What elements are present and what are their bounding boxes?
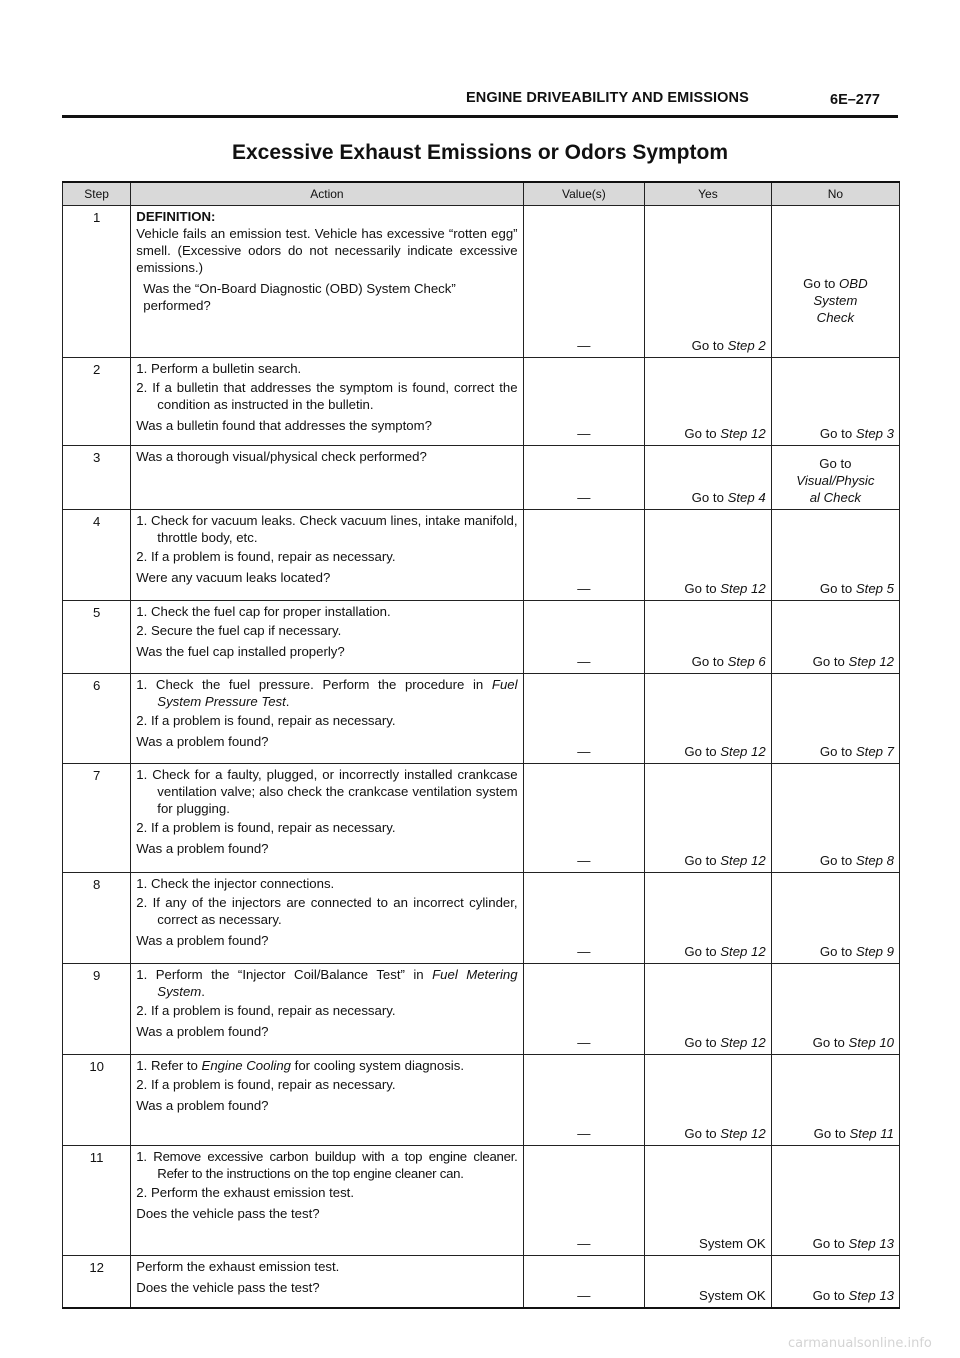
col-no-header: No	[771, 182, 899, 206]
table-row: 10 1. Refer to Engine Cooling for cooling system diagnosis. 2. If a problem is found, repair as necessary. Was a problem found? — Go to Step 12 Go to Step 11	[63, 1055, 900, 1146]
reference-link[interactable]: Fuel System Pressure Test	[157, 677, 518, 709]
question-text: Was a problem found?	[136, 734, 269, 749]
question-text: Does the vehicle pass the test?	[136, 1206, 320, 1221]
step-link[interactable]: Step 6	[727, 654, 766, 669]
question-text: Was a problem found?	[136, 1098, 269, 1113]
obd-check-link[interactable]: OBD	[839, 275, 868, 291]
step-link[interactable]: Step 12	[720, 853, 766, 868]
visual-check-link[interactable]: Visual/Physic	[796, 473, 875, 488]
question-text: Does the vehicle pass the test?	[136, 1280, 320, 1295]
question-text: Were any vacuum leaks located?	[136, 570, 331, 585]
question-text: Was a problem found?	[136, 841, 269, 856]
reference-link[interactable]: Engine Cooling	[201, 1058, 291, 1073]
system-ok-cell: System OK	[645, 1256, 772, 1308]
action-cell	[131, 206, 523, 358]
step-link[interactable]: Step 12	[720, 944, 766, 959]
yes-cell: Go to Step 2	[645, 206, 772, 358]
question-text: Was a problem found?	[136, 1024, 269, 1039]
table-row: 8 1. Check the injector connections. 2. If any of the injectors are connected to an incorrect cylinder, correct as necessary. Was a problem found? — Go to Step 12 Go to Step 9	[63, 873, 900, 964]
table-row: 4 1. Check for vacuum leaks. Check vacuum lines, intake manifold, throttle body, etc. 2. If a problem is found, repair as necessary. Were any vacuum leaks located? — Go to Step 12 Go to Step 5	[63, 510, 900, 601]
definition-label: DEFINITION:	[136, 209, 216, 224]
table-row	[63, 206, 900, 358]
page-number: 6E–277	[830, 92, 880, 108]
step-link[interactable]: Step 4	[727, 490, 766, 505]
step-link[interactable]: Step 10	[848, 1035, 894, 1050]
step-link[interactable]: Step 12	[720, 426, 766, 441]
question-text: Was a bulletin found that addresses the symptom?	[136, 418, 432, 433]
diagnostic-table	[62, 181, 900, 1309]
step-link[interactable]: Step 7	[855, 744, 894, 759]
table-row: 3 Was a thorough visual/physical check performed? — Go to Step 4 Go to Visual/Physic al Check	[63, 446, 900, 510]
step-number: 1	[63, 206, 131, 358]
step-link[interactable]: Step 12	[720, 581, 766, 596]
question-text: Was a thorough visual/physical check performed?	[136, 449, 427, 464]
document-title: Excessive Exhaust Emissions or Odors Symptom	[231, 141, 729, 164]
step-link[interactable]: Step 12	[720, 744, 766, 759]
table-header-row	[63, 182, 900, 206]
step-link[interactable]: Step 12	[720, 1035, 766, 1050]
step-link[interactable]: Step 13	[848, 1287, 894, 1303]
col-yes-header: Yes	[645, 182, 772, 206]
action-cell: 1. Perform a bulletin search. 2. If a bulletin that addresses the symptom is found, correct the condition as instructed in the bulletin. Was a bulletin found that addresses the symptom?	[131, 358, 523, 446]
table-row: 5 1. Check the fuel cap for proper installation. 2. Secure the fuel cap if necessary. Was the fuel cap installed properly? — Go to Step 6 Go to Step 12	[63, 601, 900, 674]
step-link[interactable]: Step 13	[848, 1236, 894, 1251]
step-link[interactable]: Step 2	[727, 338, 766, 353]
table-row: 2 1. Perform a bulletin search. 2. If a bulletin that addresses the symptom is found, correct the condition as instructed in the bulletin. Was a bulletin found that addresses the symptom? — Go to Step 12 Go to Step 3	[63, 358, 900, 446]
step-link[interactable]: Step 12	[848, 654, 894, 669]
value-cell: —	[523, 206, 645, 358]
table-row: 11 1. Remove excessive carbon buildup with a top engine cleaner. Refer to the instructions on the top engine cleaner can. 2. Perform the exhaust emission test. Does the vehicle pass the test? — System OK Go to Step 13	[63, 1146, 900, 1256]
question-text: Was the fuel cap installed properly?	[136, 644, 345, 659]
header-rule	[62, 115, 898, 118]
table-row: 12 Perform the exhaust emission test. Does the vehicle pass the test? — System OK Go to Step 13	[63, 1256, 900, 1308]
step-link[interactable]: Step 8	[855, 853, 894, 868]
step-number: 2	[63, 358, 131, 446]
step-link[interactable]: Step 11	[849, 1126, 894, 1141]
no-cell: Go to OBD System Check	[771, 206, 899, 358]
question-text: Was a problem found?	[136, 933, 269, 948]
col-action-header: Action	[131, 182, 523, 206]
table-row: 6 1. Check the fuel pressure. Perform the procedure in Fuel System Pressure Test. 2. If a problem is found, repair as necessary. Was a problem found? — Go to Step 12 Go to Step 7	[63, 674, 900, 764]
table-row: 9 1. Perform the “Injector Coil/Balance Test” in Fuel Metering System. 2. If a problem is found, repair as necessary. Was a problem found? — Go to Step 12 Go to Step 10	[63, 964, 900, 1055]
col-values-header: Value(s)	[523, 182, 645, 206]
step-link[interactable]: Step 9	[855, 944, 894, 959]
question-text: Was the “On-Board Diagnostic (OBD) System Check” performed?	[143, 281, 456, 313]
step-link[interactable]: Step 5	[855, 581, 894, 596]
system-ok-cell: System OK	[645, 1146, 772, 1256]
section-header: ENGINE DRIVEABILITY AND EMISSIONS	[466, 90, 749, 106]
step-link[interactable]: Step 12	[720, 1126, 766, 1141]
watermark: carmanualsonline.info	[788, 1336, 932, 1351]
reference-link[interactable]: Fuel Metering System	[157, 967, 518, 999]
col-step-header: Step	[63, 182, 131, 206]
definition-text: Vehicle fails an emission test. Vehicle has excessive “rotten egg” smell. (Excessive odors do not necessarily indicate excessive emissions.)	[136, 226, 518, 275]
step-link[interactable]: Step 3	[855, 426, 894, 441]
table-row: 7 1. Check for a faulty, plugged, or incorrectly installed crankcase ventilation valve; also check the crankcase ventilation system for plugging. 2. If a problem is found, repair as necessary. Was a problem found? — Go to Step 12 Go to Step 8	[63, 764, 900, 873]
